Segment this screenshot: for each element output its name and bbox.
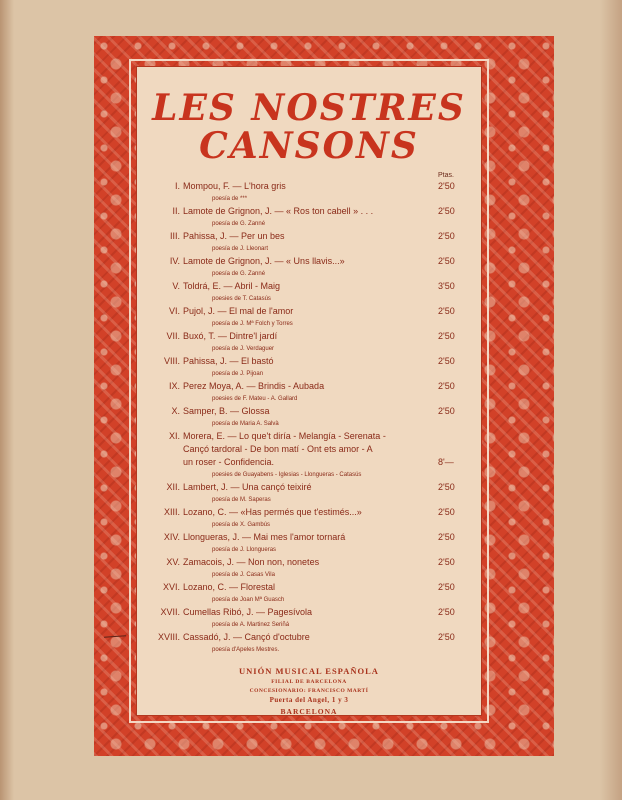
song-entry — [140, 631, 470, 656]
song-number: VII. — [166, 331, 180, 341]
song-title: Buxó, T. — Dintre'l jardí — [183, 331, 278, 341]
song-entry — [140, 531, 470, 556]
song-number: III. — [169, 231, 180, 241]
publisher-name: UNIÓN MUSICAL ESPAÑOLA — [239, 666, 379, 676]
poet-credit: poesía de X. Gambús — [212, 522, 271, 528]
poet-credit: poesies de Guayabens - Iglesias - Llongueras - Catasús — [212, 472, 362, 478]
song-price: 2'50 — [438, 306, 455, 316]
poet-credit: poesía de J. Llongueras — [212, 547, 277, 553]
song-number: XVIII. — [157, 632, 180, 642]
song-row — [140, 205, 470, 218]
song-row — [140, 305, 470, 318]
song-number: XI. — [168, 431, 180, 441]
song-entry — [140, 380, 470, 405]
song-price: 2'50 — [438, 356, 455, 366]
song-title: Lamote de Grignon, J. — « Ros ton cabell » . . . — [183, 206, 374, 216]
song-row — [140, 405, 470, 418]
song-row — [140, 556, 470, 569]
song-number: X. — [171, 406, 180, 416]
song-entry — [140, 405, 470, 430]
song-number: IV. — [169, 256, 180, 266]
poet-credit: poesía de J. Mª Folch y Torres — [212, 321, 293, 327]
song-entry — [140, 556, 470, 581]
song-title: Toldrá, E. — Abril - Maig — [183, 281, 281, 291]
poet-credit: poesía de Joan Mª Guasch — [212, 597, 285, 603]
song-row — [140, 330, 470, 343]
song-title: Lamote de Grignon, J. — « Uns llavis...» — [183, 256, 345, 266]
song-price: 2'50 — [438, 632, 455, 642]
song-title: Lozano, C. — «Has permés que t'estimés...» — [183, 507, 362, 517]
song-row — [140, 230, 470, 243]
publisher-concessionaire: CONCESIONARIO: FRANCISCO MARTÍ — [249, 688, 369, 694]
song-price: 2'50 — [438, 607, 455, 617]
song-price: 2'50 — [438, 482, 455, 492]
poet-credit: poesies de T. Catasús — [212, 296, 271, 302]
song-entry — [140, 205, 470, 230]
song-price: 2'50 — [438, 206, 455, 216]
song-number: IX. — [168, 381, 180, 391]
song-price: 2'50 — [438, 532, 455, 542]
song-row — [140, 180, 470, 193]
song-number: VI. — [168, 306, 180, 316]
song-title: Lozano, C. — Florestal — [183, 582, 276, 592]
publisher-address: Puerta del Angel, 1 y 3 — [269, 696, 349, 704]
song-entry — [140, 430, 470, 481]
song-entry — [140, 355, 470, 380]
song-title-line: un roser - Confidencia. — [183, 457, 275, 467]
song-title: Pahissa, J. — El bastó — [183, 356, 274, 366]
song-row — [140, 380, 470, 393]
song-price: 2'50 — [438, 507, 455, 517]
song-entry — [140, 180, 470, 205]
poet-credit: poesía de J. Lleonart — [212, 246, 269, 252]
song-row — [140, 581, 470, 594]
song-title-continued — [140, 443, 470, 456]
price-column-header: Ptas. — [438, 172, 454, 179]
poet-credit: poesía de A. Martinez Seriñá — [212, 622, 290, 628]
song-row — [140, 606, 470, 619]
song-list — [140, 180, 470, 656]
poet-credit: poesía d'Apeles Mestres. — [212, 647, 280, 653]
poet-credit: poesía de J. Casas Vila — [212, 572, 275, 578]
song-entry — [140, 506, 470, 531]
poet-credit: poesía de J. Verdaguer — [212, 346, 275, 352]
poet-credit: poesies de F. Mateu - A. Gallard — [212, 396, 298, 402]
song-row — [140, 531, 470, 544]
poet-credit: poesía de G. Zanné — [212, 271, 266, 277]
song-number: XIV. — [163, 532, 180, 542]
song-price: 2'50 — [438, 381, 455, 391]
song-title: Cumellas Ribó, J. — Pagesívola — [183, 607, 313, 617]
song-title: Perez Moya, A. — Brindis - Aubada — [183, 381, 325, 391]
song-number: V. — [172, 281, 180, 291]
song-title: Llongueras, J. — Mai mes l'amor tornará — [183, 532, 346, 542]
song-entry — [140, 305, 470, 330]
song-row — [140, 631, 470, 644]
song-number: XIII. — [163, 507, 180, 517]
song-row — [140, 430, 470, 443]
song-entry — [140, 280, 470, 305]
song-price: 2'50 — [438, 331, 455, 341]
song-entry — [140, 481, 470, 506]
title-line-2: CANSONS — [199, 125, 419, 167]
song-title: Samper, B. — Glossa — [183, 406, 270, 416]
song-row — [140, 506, 470, 519]
title-line-1: LES NOSTRES — [152, 87, 466, 129]
song-number: VIII. — [163, 356, 180, 366]
song-entry — [140, 255, 470, 280]
song-title: Pahissa, J. — Per un bes — [183, 231, 285, 241]
song-number: XVI. — [162, 582, 180, 592]
song-title: Cassadó, J. — Cançó d'octubre — [183, 632, 310, 642]
song-entry — [140, 581, 470, 606]
song-price: 2'50 — [438, 231, 455, 241]
song-price: 2'50 — [438, 181, 455, 191]
song-price: 2'50 — [438, 557, 455, 567]
song-row — [140, 355, 470, 368]
song-number: II. — [172, 206, 180, 216]
publisher-city: BARCELONA — [280, 707, 338, 716]
publisher-branch: FILIAL DE BARCELONA — [271, 679, 347, 685]
poet-credit: poesía de G. Zanné — [212, 221, 266, 227]
song-title: Mompou, F. — L'hora gris — [183, 181, 286, 191]
song-row — [140, 481, 470, 494]
poet-credit: poesía de Maria A. Salvà — [212, 421, 279, 427]
song-row — [140, 280, 470, 293]
song-title: Pujol, J. — El mal de l'amor — [183, 306, 294, 316]
song-entry — [140, 230, 470, 255]
song-entry — [140, 606, 470, 631]
song-title: Zamacois, J. — Non non, nonetes — [183, 557, 320, 567]
song-price: 3'50 — [438, 281, 455, 291]
song-number: XV. — [166, 557, 180, 567]
song-number: XVII. — [160, 607, 180, 617]
song-title-line: Cançó tardoral - De bon matí - Ont ets amor - A — [183, 444, 373, 454]
song-price: 2'50 — [438, 256, 455, 266]
song-title: Morera, E. — Lo que't diría - Melangía - Serenata - — [183, 431, 386, 441]
song-row — [140, 255, 470, 268]
poet-credit: poesía de *** — [212, 196, 248, 202]
poet-credit: poesía de M. Saperas — [212, 497, 271, 503]
song-price: 2'50 — [438, 582, 455, 592]
song-number: I. — [174, 181, 180, 191]
song-price: 8'— — [438, 457, 454, 467]
publisher-block — [136, 666, 482, 716]
song-title-continued — [140, 456, 470, 469]
song-number: XII. — [166, 482, 180, 492]
song-title: Lambert, J. — Una cançó teixiré — [183, 482, 312, 492]
song-entry — [140, 330, 470, 355]
poet-credit: poesía de J. Pijoan — [212, 371, 264, 377]
song-price: 2'50 — [438, 406, 455, 416]
